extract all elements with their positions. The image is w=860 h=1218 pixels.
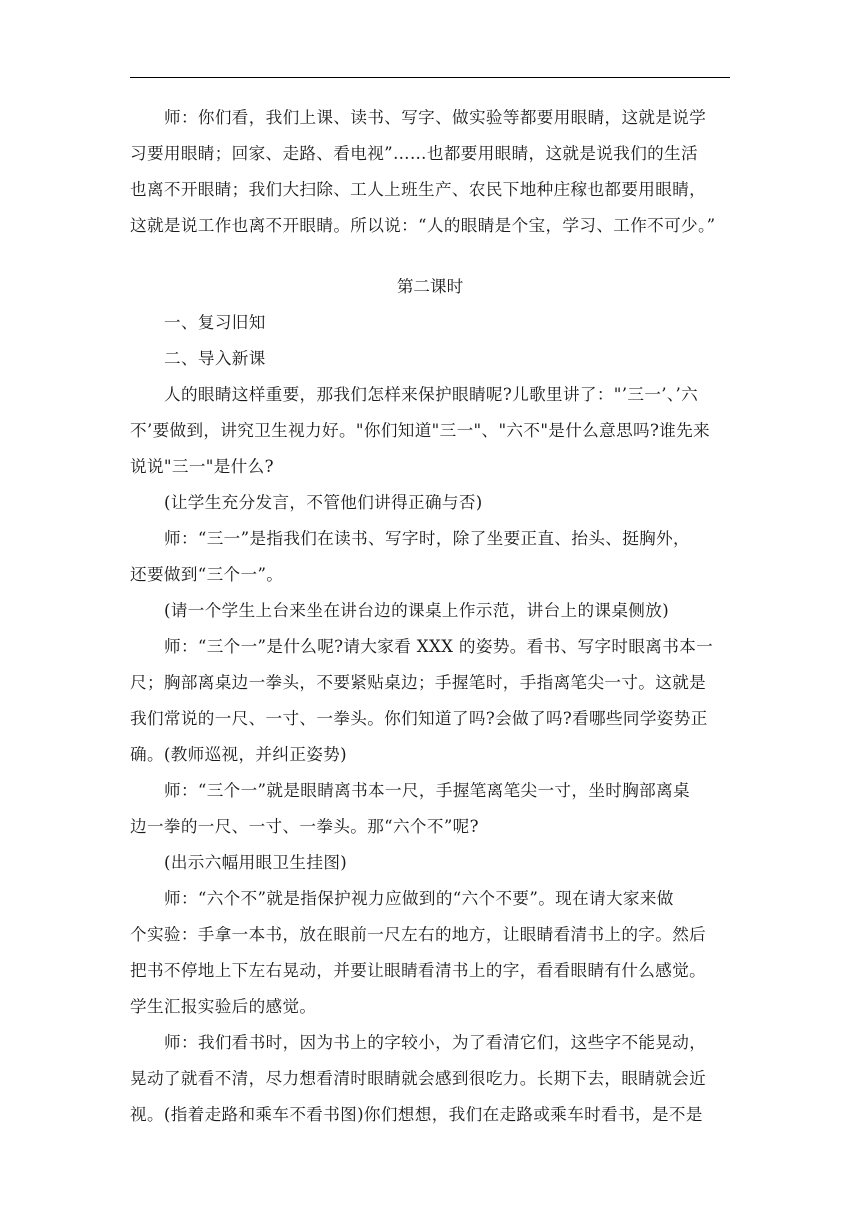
text-line: 说说"三一"是什么?: [130, 457, 274, 476]
paragraph-intro: [130, 100, 730, 244]
list-item-intro: 二、导入新课: [164, 349, 266, 368]
document-body: [130, 100, 730, 1133]
paragraph-eyes-protection: [130, 377, 730, 485]
header-rule: [130, 77, 730, 78]
text-line: 习要用眼睛；回家、走路、看电视”……也都要用眼睛，这就是说我们的生活: [130, 144, 698, 163]
paragraph-note-posters: (出示六幅用眼卫生挂图): [164, 853, 348, 872]
section-title: 第二课时: [396, 277, 464, 296]
text-line: 师：“三一”是指我们在读书、写字时，除了坐要正直、抬头、挺胸外，: [164, 529, 690, 548]
text-line: 不’要做到，讲究卫生视力好。"你们知道"三一"、"六不"是什么意思吗?谁先来: [130, 421, 711, 440]
paragraph-note-discussion: (让学生充分发言，不管他们讲得正确与否): [164, 493, 483, 512]
text-line: 确。(教师巡视，并纠正姿势): [130, 745, 347, 764]
paragraph-note-demo: (请一个学生上台来坐在讲台边的课桌上作示范，讲台上的课桌侧放): [164, 601, 670, 620]
text-line: 我们常说的一尺、一寸、一拳头。你们知道了吗?会做了吗?看哪些同学姿势正: [130, 709, 708, 728]
section-gap: [130, 244, 730, 269]
text-line: 还要做到“三个一”。: [130, 565, 284, 584]
text-line: 个实验：手拿一本书，放在眼前一尺左右的地方，让眼睛看清书上的字。然后: [130, 925, 707, 944]
text-line: 学生汇报实验后的感觉。: [130, 997, 317, 1016]
text-line: 尺；胸部离桌边一拳头，不要紧贴桌边；手握笔时，手指离笔尖一寸。这就是: [130, 673, 707, 692]
text-line: 师：你们看，我们上课、读书、写字、做实验等都要用眼睛，这就是说学: [164, 108, 707, 127]
paragraph-summary: [130, 773, 730, 845]
text-line: 晃动了就看不清，尽力想看清时眼睛就会感到很吃力。长期下去，眼睛就会近: [130, 1069, 707, 1088]
text-line: 边一拳的一尺、一寸、一拳头。那“六个不”呢?: [130, 817, 479, 836]
paragraph-six-nots: [130, 881, 730, 1025]
list-item-review: 一、复习旧知: [164, 313, 266, 332]
paragraph-reading-while-moving: [130, 1025, 730, 1133]
text-line: 这就是说工作也离不开眼睛。所以说：“人的眼睛是个宝，学习、工作不可少。”: [130, 216, 716, 235]
text-line: 师：“六个不”就是指保护视力应做到的“六个不要”。现在请大家来做: [164, 889, 674, 908]
text-line: 人的眼睛这样重要，那我们怎样来保护眼睛呢?儿歌里讲了："’三一’、’六: [164, 385, 699, 404]
text-line: 师：“三个一”就是眼睛离书本一尺，手握笔离笔尖一寸，坐时胸部离桌: [164, 781, 690, 800]
text-line: 把书不停地上下左右晃动，并要让眼睛看清书上的字，看看眼睛有什么感觉。: [130, 961, 707, 980]
text-line: 师：我们看书时，因为书上的字较小，为了看清它们，这些字不能晃动，: [164, 1033, 707, 1052]
text-line: 师：“三个一”是什么呢?请大家看 XXX 的姿势。看书、写字时眼离书本一: [164, 637, 714, 656]
paragraph-three-ones: [130, 521, 730, 593]
text-line: 视。(指着走路和乘车不看书图)你们想想，我们在走路或乘车时看书，是不是: [130, 1105, 703, 1124]
paragraph-posture: [130, 629, 730, 773]
text-line: 也离不开眼睛；我们大扫除、工人上班生产、农民下地种庄稼也都要用眼睛，: [130, 180, 707, 199]
